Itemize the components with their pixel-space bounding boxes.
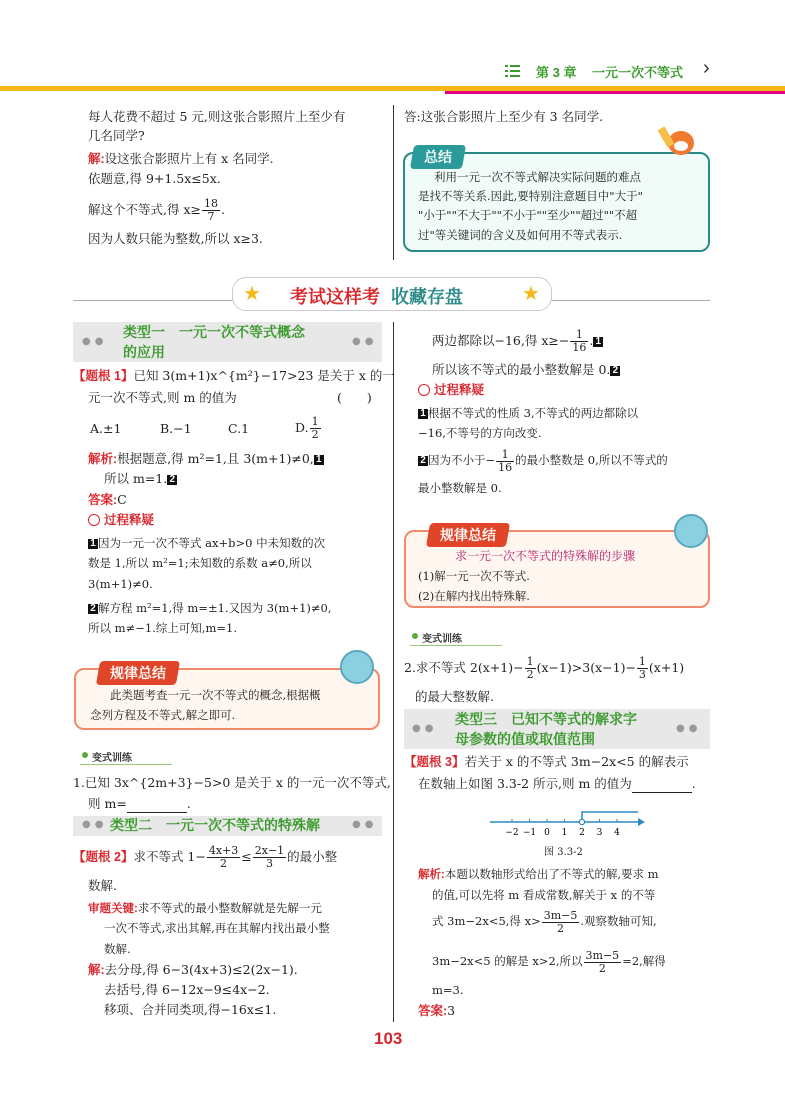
column-divider-top: [393, 105, 394, 260]
type-one-title-1: 类型一 一元一次不等式概念: [123, 324, 305, 340]
number-line-figure: [488, 806, 648, 840]
header: [0, 0, 785, 94]
axis-tick-label: −1: [522, 828, 537, 838]
explain-one-line-2: 数是 1,所以 m²=1;未知数的系数 a≠0,所以: [88, 556, 312, 570]
summary-text-4: 过"等关键词的含义及如何用不等式表示.: [418, 228, 623, 242]
rule-one-text-2: 念列方程及不等式,解之即可.: [90, 708, 236, 722]
solution-two-line-2: 去括号,得 6−12x−9≤4x−2.: [104, 982, 270, 997]
type-two-title: 类型二 一元一次不等式的特殊解: [110, 817, 320, 833]
variant-one-line-1: 1.已知 3x^{2m+3}−5>0 是关于 x 的一元一次不等式,: [73, 775, 391, 790]
dots-decoration: ●●: [676, 723, 702, 734]
option-a[interactable]: A.±1: [90, 421, 122, 436]
answer-blank[interactable]: [632, 781, 692, 793]
top-right-answer: 答:这张合影照片上至少有 3 名同学.: [404, 109, 604, 124]
option-b[interactable]: B.−1: [160, 421, 192, 436]
chapter-number: 第 3 章: [536, 65, 577, 80]
variant-two-line-2: 的最大整数解.: [415, 689, 494, 704]
solution-one-line-2: 所以 m=1. 2: [104, 470, 177, 488]
explain-two-line-3: 2 因为不小于− $\frac{1}{16}$ 的最小整数是 0,所以不等式的: [418, 444, 668, 476]
axis-tick-label: 4: [614, 828, 620, 838]
answer-blank[interactable]: [127, 801, 187, 813]
variant-two-line-1: 2.求不等式 2(x+1)− $\frac{1}{2}$ (x−1)>3(x−1)− $\frac{1}{3}$ (x+1): [404, 655, 685, 681]
question-one-line-1: 【题根 1】已知 3(m+1)x^{m²}−17>23 是关于 x 的一: [73, 368, 395, 383]
page-number: 103: [374, 1029, 403, 1048]
axis-arrow: [638, 818, 645, 826]
rule-two-title: 求一元一次不等式的特殊解的步骤: [455, 549, 636, 563]
elephant-mascot-icon: [674, 514, 708, 548]
variant-training-label-right: 变式训练: [422, 630, 462, 645]
solution-tag: 解:: [88, 152, 105, 166]
axis-tick-label: −2: [505, 828, 519, 838]
question-two-line-2: 数解.: [88, 878, 117, 893]
question-one-paren: ( ): [337, 390, 372, 405]
axis-tick-label: 0: [544, 828, 550, 838]
type-three-title-1: 类型三 已知不等式的解求字: [455, 711, 637, 727]
chevron-right-icon[interactable]: ›: [703, 57, 710, 79]
solution-two-line-3: 移项、合并同类项,得−16x≤1.: [104, 1002, 277, 1017]
right-line-2: 所以该不等式的最小整数解是 0. 2: [432, 361, 620, 379]
rule-two-text-1: (1)解一元一次不等式.: [418, 569, 530, 583]
rule-summary-label: 规律总结: [96, 661, 180, 685]
solution-three-line-3: 式 3m−2x<5,得 x> $\frac{3m-5}{2}$ .观察数轴可知,: [432, 908, 657, 935]
key-line-2: 一次不等式,求出其解,再在其解内找出最小整: [104, 921, 330, 935]
key-line-1: 审题关键:求不等式的最小整数解就是先解一元: [88, 901, 322, 915]
type-three-title-2: 母参数的值或取值范围: [455, 731, 595, 747]
variant-underline: [80, 764, 172, 765]
variant-training-label-left: 变式训练: [92, 749, 132, 764]
explain-one-line-4: 2 解方程 m²=1,得 m=±1.又因为 3(m+1)≠0,: [88, 599, 332, 617]
explain-two-line-2: −16,不等号的方向改变.: [418, 426, 542, 440]
explain-one-line-5: 所以 m≠−1.综上可知,m=1.: [88, 621, 237, 635]
question-two-line-1: 【题根 2】求不等式 1− $\frac{4x+3}{2}$ ≤ $\frac{2x-1}{3}$ 的最小整: [73, 844, 338, 870]
solution-line: 解:设这张合影照片上有 x 名同学.: [88, 151, 274, 166]
star-icon: ★: [243, 281, 261, 305]
explain-icon: [418, 384, 430, 396]
option-c[interactable]: C.1: [228, 421, 250, 436]
open-circle: [579, 819, 584, 824]
chapter-title: 一元一次不等式: [592, 65, 684, 80]
fraction: $\frac{18}{7}$: [203, 197, 218, 223]
rule-summary-label-right: 规律总结: [426, 523, 510, 547]
variant-one-line-2: 则 m= .: [88, 796, 191, 811]
explain-one-line-3: 3(m+1)≠0.: [88, 577, 153, 591]
answer-one: 答案:C: [88, 492, 127, 507]
question-one-tag: 【题根 1】: [73, 369, 134, 383]
summary-label: 总结: [410, 145, 466, 169]
figure-caption: 图 3.3-2: [544, 847, 583, 858]
list-icon: [505, 64, 520, 77]
solution-one-line-1: 解析:根据题意,得 m²=1,且 3(m+1)≠0, 1: [88, 450, 324, 468]
answer-three: 答案:3: [418, 1003, 456, 1018]
top-left-line-2: 几名同学?: [88, 128, 145, 143]
explain-one-tag: 过程释疑: [88, 511, 154, 529]
solution-three-line-5: m=3.: [432, 983, 464, 997]
axis-tick-label: 1: [561, 828, 568, 838]
elephant-mascot-icon: [340, 650, 374, 684]
solution-two-line-1: 解:去分母,得 6−3(4x+3)≤2(2x−1).: [88, 962, 298, 977]
rule-one-text-1: 此类题考查一元一次不等式的概念,根据概: [110, 688, 321, 702]
axis-tick-label: 3: [596, 828, 603, 838]
option-d[interactable]: D. $\frac{1}{2}$: [295, 415, 319, 441]
summary-text-3: "小于""不大于""不小于""至少""超过""不超: [418, 208, 638, 222]
column-divider-bottom: [393, 322, 394, 1022]
dots-decoration: ●●: [82, 819, 108, 830]
top-left-line-4: 依题意,得 9+1.5x≤5x.: [88, 171, 221, 186]
star-icon: ★: [522, 281, 540, 305]
dots-decoration: ●●: [82, 336, 108, 347]
explain-two-line-4: 最小整数解是 0.: [418, 481, 502, 495]
key-line-3: 数解.: [104, 942, 131, 956]
axis-tick-label: 2: [579, 828, 585, 838]
question-one-line-2: 元一次不等式,则 m 的值为: [88, 390, 237, 405]
summary-text-1: 利用一元一次不等式解决实际问题的难点: [434, 170, 641, 184]
right-line-1: 两边都除以−16,得 x≥− $\frac{1}{16}$ . 1: [432, 325, 603, 357]
type-one-title-2: 的应用: [123, 344, 165, 360]
rule-two-text-2: (2)在解内找出特殊解.: [418, 589, 530, 603]
explain-two-tag: 过程释疑: [418, 381, 484, 399]
header-bar-magenta: [445, 91, 785, 94]
summary-text-2: 是找不等关系.因此,要特别注意题目中"大于": [418, 189, 643, 203]
question-three-line-2: 在数轴上如图 3.3-2 所示,则 m 的值为 .: [418, 776, 696, 791]
solution-three-line-2: 的值,可以先将 m 看成常数,解关于 x 的不等: [432, 888, 656, 902]
dots-decoration: ●●: [352, 336, 378, 347]
explain-two-line-1: 1 根据不等式的性质 3,不等式的两边都除以: [418, 404, 638, 422]
top-left-line-1: 每人花费不超过 5 元,则这张合影照片上至少有: [88, 109, 346, 124]
solution-three-line-1: 解析:本题以数轴形式给出了不等式的解,要求 m: [418, 867, 659, 881]
dots-decoration: ●●: [352, 819, 378, 830]
question-three-line-1: 【题根 3】若关于 x 的不等式 3m−2x<5 的解表示: [404, 754, 689, 769]
top-left-line-5: 解这个不等式,得 x≥ $\frac{18}{7}$ .: [88, 197, 225, 223]
fox-mascot-icon: [662, 125, 700, 159]
solution-ray: [582, 812, 638, 822]
explain-icon: [88, 514, 100, 526]
explain-one-line-1: 1 因为一元一次不等式 ax+b>0 中未知数的次: [88, 534, 325, 552]
banner-title: 考试这样考 收藏存盘: [290, 287, 464, 307]
variant-underline: [410, 645, 502, 646]
top-left-line-6: 因为人数只能为整数,所以 x≥3.: [88, 231, 263, 246]
dots-decoration: ●●: [412, 723, 438, 734]
solution-three-line-4: 3m−2x<5 的解是 x>2,所以 $\frac{3m-5}{2}$ =2,解得: [432, 948, 666, 975]
